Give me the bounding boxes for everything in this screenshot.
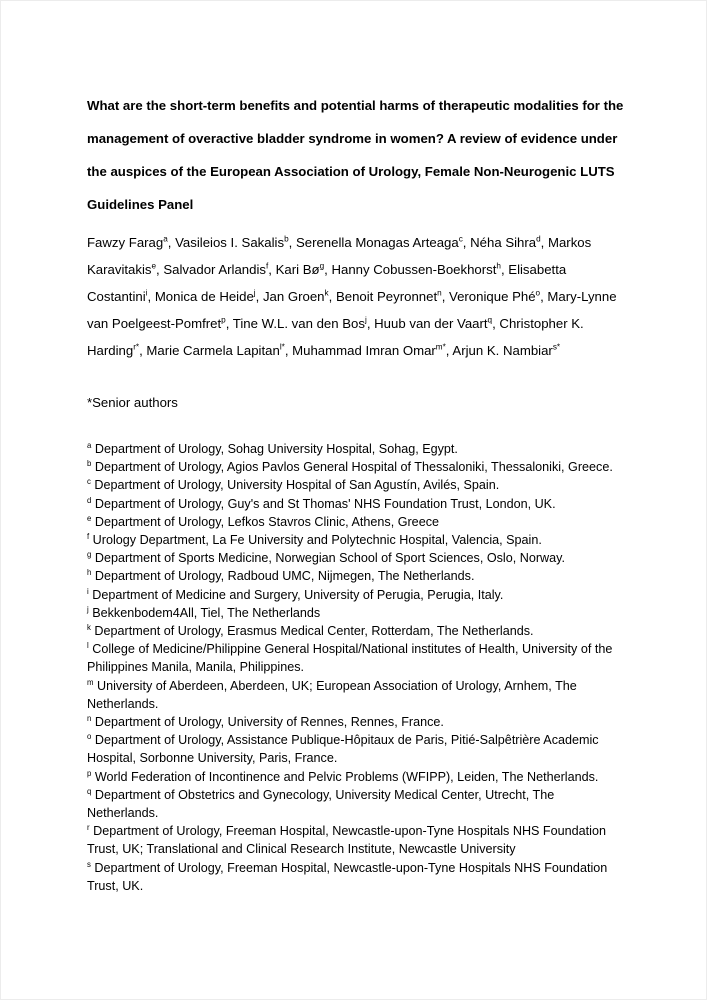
author-name: Muhammad Imran Omar	[292, 343, 436, 358]
affiliation-mark: o	[87, 732, 92, 742]
author-affiliation-mark: q	[487, 315, 493, 325]
affiliation-mark: p	[87, 768, 92, 778]
author-affiliation-mark: a	[163, 234, 168, 244]
affiliation-item: $^m$ University of Aberdeen, Aberdeen, UK; European Association of Urology, Arnhem, The Netherlands.	[87, 677, 577, 711]
affiliation-item: $^q$ Department of Obstetrics and Gynecology, University Medical Center, Utrecht, The Netherlands.	[87, 786, 555, 821]
author-affiliation-mark: k	[324, 288, 329, 298]
author-name: Néha Sihra	[470, 235, 537, 250]
author-name: Fawzy Farag	[87, 235, 164, 250]
author-name: Marie Carmela Lapitan	[146, 343, 280, 358]
author-affiliation-mark: s*	[552, 342, 561, 352]
affiliation-mark: j	[87, 604, 89, 614]
author-name: Veronique Phé	[449, 289, 536, 304]
senior-authors-note: *Senior authors	[87, 395, 178, 410]
affiliation-mark: b	[87, 459, 92, 469]
author-affiliation-mark: c	[458, 234, 463, 244]
paper-title: What are the short-term benefits and potential harms of therapeutic modalities for the management of overactive bladder syndrome in women? A review of evidence under the auspices of the European Association of Urology, Female Non-Neurogenic LUTS Guidelines Panel	[87, 98, 624, 212]
affiliation-item: $^l$ College of Medicine/Philippine General Hospital/National institutes of Health, University of the Philippines Manila, Manila, Philippines.	[87, 641, 613, 675]
author-affiliation-mark: b	[284, 234, 289, 244]
author-affiliation-mark: f	[266, 261, 269, 271]
author-name: Monica de Heide	[154, 289, 254, 304]
affiliation-item: $^c$ Department of Urology, University Hospital of San Agustín, Avilés, Spain.	[87, 477, 500, 493]
affiliation-mark: a	[87, 440, 92, 450]
author-name: Tine W.L. van den Bos	[232, 316, 365, 331]
affiliation-mark: f	[87, 531, 90, 541]
author-affiliation-mark: g	[319, 261, 325, 271]
author-name: Kari Bø	[275, 262, 320, 277]
author-affiliation-mark: r*	[133, 342, 140, 352]
affiliation-mark: k	[87, 622, 91, 632]
author-name: Mary-Lynne van Poelgeest-Pomfret	[87, 289, 617, 331]
author-affiliation-mark: j	[365, 315, 367, 325]
affiliation-item: $^g$ Department of Sports Medicine, Norwegian School of Sport Sciences, Oslo, Norway.	[87, 550, 565, 566]
author-affiliation-mark: e	[151, 261, 157, 271]
affiliation-mark: n	[87, 713, 92, 723]
affiliation-item: $^e$ Department of Urology, Lefkos Stavros Clinic, Athens, Greece	[87, 513, 439, 529]
affiliation-mark: m	[87, 677, 94, 687]
author-name: Serenella Monagas Arteaga	[295, 235, 459, 250]
author-affiliation-mark: h	[496, 261, 501, 271]
affiliation-item: $^r$ Department of Urology, Freeman Hospital, Newcastle-upon-Tyne Hospitals NHS Foundation Trust, UK; Translational and Clinical Research Institute, Newcastle University	[87, 823, 606, 857]
affiliation-mark: d	[87, 495, 92, 505]
affiliation-mark: e	[87, 513, 92, 523]
author-affiliation-mark: p	[221, 315, 226, 325]
author-affiliation-mark: m*	[435, 342, 446, 352]
author-name: Markos Karavitakis	[87, 235, 592, 277]
affiliation-mark: q	[87, 786, 92, 796]
affiliation-mark: c	[87, 477, 91, 487]
affiliation-item: $^p$ World Federation of Incontinence and Pelvic Problems (WFIPP), Leiden, The Netherlands.	[87, 768, 599, 784]
author-name: Benoit Peyronnet	[335, 289, 438, 304]
affiliation-item: $^n$ Department of Urology, University of Rennes, Rennes, France.	[87, 713, 444, 730]
author-affiliation-mark: j	[253, 288, 256, 298]
author-affiliation-mark: d	[536, 234, 541, 244]
affiliation-mark: l	[87, 641, 89, 651]
author-affiliation-mark: i	[145, 288, 148, 298]
affiliation-mark: s	[87, 859, 91, 869]
affiliation-mark: g	[87, 550, 92, 560]
author-name: Huub van der Vaart	[374, 316, 488, 331]
author-name: Christopher K. Harding	[87, 316, 584, 358]
affiliation-item: $^a$ Department of Urology, Sohag University Hospital, Sohag, Egypt.	[87, 440, 458, 456]
author-name: Arjun K. Nambiar	[452, 343, 553, 358]
affiliation-item: $^k$ Department of Urology, Erasmus Medical Center, Rotterdam, The Netherlands.	[87, 622, 534, 639]
author-affiliation-mark: o	[535, 288, 541, 298]
affiliation-mark: r	[87, 823, 90, 833]
affiliation-mark: i	[87, 586, 89, 596]
author-name: Vasileios I. Sakalis	[175, 235, 285, 250]
author-name: Elisabetta Costantini	[87, 262, 567, 304]
author-affiliation-mark: n	[437, 288, 442, 298]
affiliation-item: $^f$ Urology Department, La Fe University and Polytechnic Hospital, Valencia, Spain.	[87, 531, 542, 548]
affiliation-mark: h	[87, 568, 92, 578]
affiliation-item: $^s$ Department of Urology, Freeman Hospital, Newcastle-upon-Tyne Hospitals NHS Foundation Trust, UK.	[87, 859, 608, 893]
affiliation-item: $^b$ Department of Urology, Agios Pavlos General Hospital of Thessaloniki, Thessaloniki, Greece.	[87, 459, 613, 475]
affiliation-item: $^d$ Department of Urology, Guy's and St Thomas' NHS Foundation Trust, London, UK.	[87, 495, 556, 511]
author-name: Jan Groen	[262, 289, 325, 304]
author-name: Salvador Arlandis	[163, 262, 267, 277]
affiliation-item: $^j$ Bekkenbodem4All, Tiel, The Netherlands	[87, 604, 321, 620]
affiliation-item: $^o$ Department of Urology, Assistance Publique-Hôpitaux de Paris, Pitié-Salpêtrière Academic Hospital, Sorbonne University, Paris, France.	[87, 732, 599, 766]
author-list: Fawzy Farag$^a$, Vasileios I. Sakalis$^b$, Serenella Monagas Arteaga$^c$, Néha Sihra$^d$, Markos Karavitakis$^e$, Salvador Arlandis$^f$, Kari $Bø^g$, Hanny Cobussen-Boekhorst$^h$, Elisabetta Costantini$^i$, Monica de Heide$^j$, Jan Groen$^k$, Benoit Peyronnet$^n$, Veronique Phé$^o$, Mary-Lynne van Poelgeest-Pomfret$^p$, Tine W.L. van den Bos$^j$, Huub van der Vaart$^q$, Christopher K. Harding$^{r*}$, Marie Carmela Lapitan$^{l*}$, Muhammad Imran Omar$^{m*}$, Arjun K. Nambiar$^{s*}$	[87, 234, 617, 358]
affiliations-list	[87, 440, 628, 895]
author-affiliation-mark: l*	[279, 342, 285, 352]
author-name: Hanny Cobussen-Boekhorst	[331, 262, 497, 277]
affiliation-item: $^h$ Department of Urology, Radboud UMC, Nijmegen, The Netherlands.	[87, 568, 475, 584]
affiliation-item: $^i$ Department of Medicine and Surgery, University of Perugia, Perugia, Italy.	[87, 586, 504, 602]
